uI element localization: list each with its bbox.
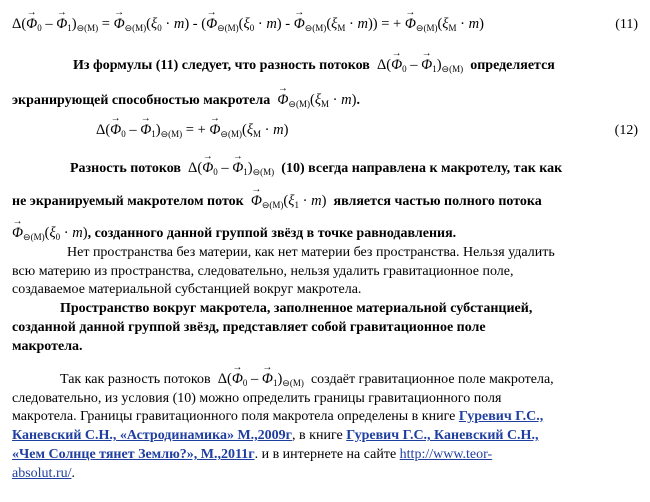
book-link-sun-earth-part-2[interactable]: «Чем Солнце тянет Землю?», М.,2011г — [12, 447, 255, 462]
paragraph-2-line-1: Разность потоков $\Delta(\to \Phi_0$ – → $\Phi_1)_{⊖(M)}$ (10) всегда направлена к макротелу, так как — [70, 160, 562, 178]
book-link-sun-earth-part-1[interactable]: Гуревич Г.С., Каневский С.Н., — [346, 428, 539, 443]
paragraph-4-line-1: Пространство вокруг макротела, заполненное материальной субстанцией, — [60, 301, 533, 316]
equation-12 — [96, 122, 288, 140]
paragraph-5-line-1: Так как разность потоков $\Delta(\to \Phi_0$ – → $\Phi_1)_{⊖(M)}$ создаёт гравитационное поле макротела, — [60, 371, 554, 389]
expr-delta-flux: $\Delta(\to \Phi_0$ – → $\Phi_1)_{⊖(M)}$ — [373, 57, 466, 73]
equation-12-number: (12) — [614, 123, 638, 138]
expr-total-flux: → $\Phi_{⊖(M)}(\xi_0 \cdot m)$ — [12, 225, 88, 241]
expr-delta-flux-3: $\Delta(\to \Phi_0$ – → $\Phi_1)_{⊖(M)}$ — [214, 371, 307, 387]
paragraph-4-line-3: макротела. — [12, 339, 83, 354]
equation-12-text: $\Delta(\to \Phi_0$ – → $\Phi_1)_{⊖(M)}$ = + → $\Phi_{⊖(M)}(\xi_M \cdot m)$ — [96, 122, 288, 138]
paragraph-5-line-5: «Чем Солнце тянет Землю?», М.,2011г. и в интернете на сайте http://www.teor- — [12, 447, 493, 462]
paragraph-2-line-2: не экранируемый макротелом поток → $\Phi_{⊖(M)}(\xi_1 \cdot m)$ является частью полного потока — [12, 193, 542, 211]
paragraph-1-line-1: Из формулы (11) следует, что разность потоков $\Delta(\to \Phi_0$ – → $\Phi_1)_{⊖(M)}$ определяется — [73, 57, 555, 75]
paragraph-3-line-1: Нет пространства без материи, как нет материи без пространства. Нельзя удалить — [67, 245, 555, 260]
paragraph-5-line-6: absolut.ru/. — [12, 466, 75, 481]
book-link-astrodynamics-part-1[interactable]: Гуревич Г.С., — [458, 409, 544, 424]
paragraph-1-line-2: экранирующей способностью макротела → $\Phi_{⊖(M)}(\xi_M \cdot m)$. — [12, 92, 360, 110]
paragraph-5-line-2: следовательно, из условия (10) можно определить границы гравитационного поля — [12, 391, 502, 406]
expr-screened-flux: → $\Phi_{⊖(M)}(\xi_M \cdot m)$ — [274, 92, 357, 108]
book-link-astrodynamics-part-2[interactable]: Каневский С.Н., «Астродинамика» М.,2009г — [12, 428, 293, 443]
equation-11-number: (11) — [615, 17, 638, 32]
paragraph-3-line-3: создаваемое материальной субстанцией вокруг макротела. — [12, 282, 362, 297]
equation-11-text: $\Delta(\to \Phi_0$ – → $\Phi_1)_{⊖(M)}$ = → $\Phi_{⊖(M)}(\xi_0 \cdot m)$ - (→ $\Phi_{⊖(M)}(\xi_0 \cdot m)$ - → $\Phi_{⊖(M)}(\xi_M \cdot m)$) = + → $\Phi_{⊖(M)}(\xi_M \cdot m)$ — [12, 16, 484, 32]
expr-unscreened-flux: → $\Phi_{⊖(M)}(\xi_1 \cdot m)$ — [247, 193, 330, 209]
website-link-part-2[interactable]: absolut.ru/ — [12, 466, 72, 481]
equation-11 — [12, 16, 484, 34]
website-link-part-1[interactable]: http://www.teor- — [399, 447, 493, 462]
paragraph-3-line-2: всю материю из пространства, следовательно, нельзя удалить гравитационное поле, — [12, 264, 514, 279]
expr-delta-flux-2: $\Delta(\to \Phi_0$ – → $\Phi_1)_{⊖(M)}$ — [184, 160, 277, 176]
paragraph-5-line-4: Каневский С.Н., «Астродинамика» М.,2009г, в книге Гуревич Г.С., Каневский С.Н., — [12, 428, 539, 443]
paragraph-5-line-3: макротела. Границы гравитационного поля макротела определены в книге Гуревич Г.С., — [12, 409, 544, 424]
paragraph-4-line-2: созданной данной группой звёзд, представляет собой гравитационное поле — [12, 320, 486, 335]
paragraph-2-line-3: → $\Phi_{⊖(M)}(\xi_0 \cdot m)$, созданного данной группой звёзд в точке равнодавления. — [12, 225, 456, 243]
